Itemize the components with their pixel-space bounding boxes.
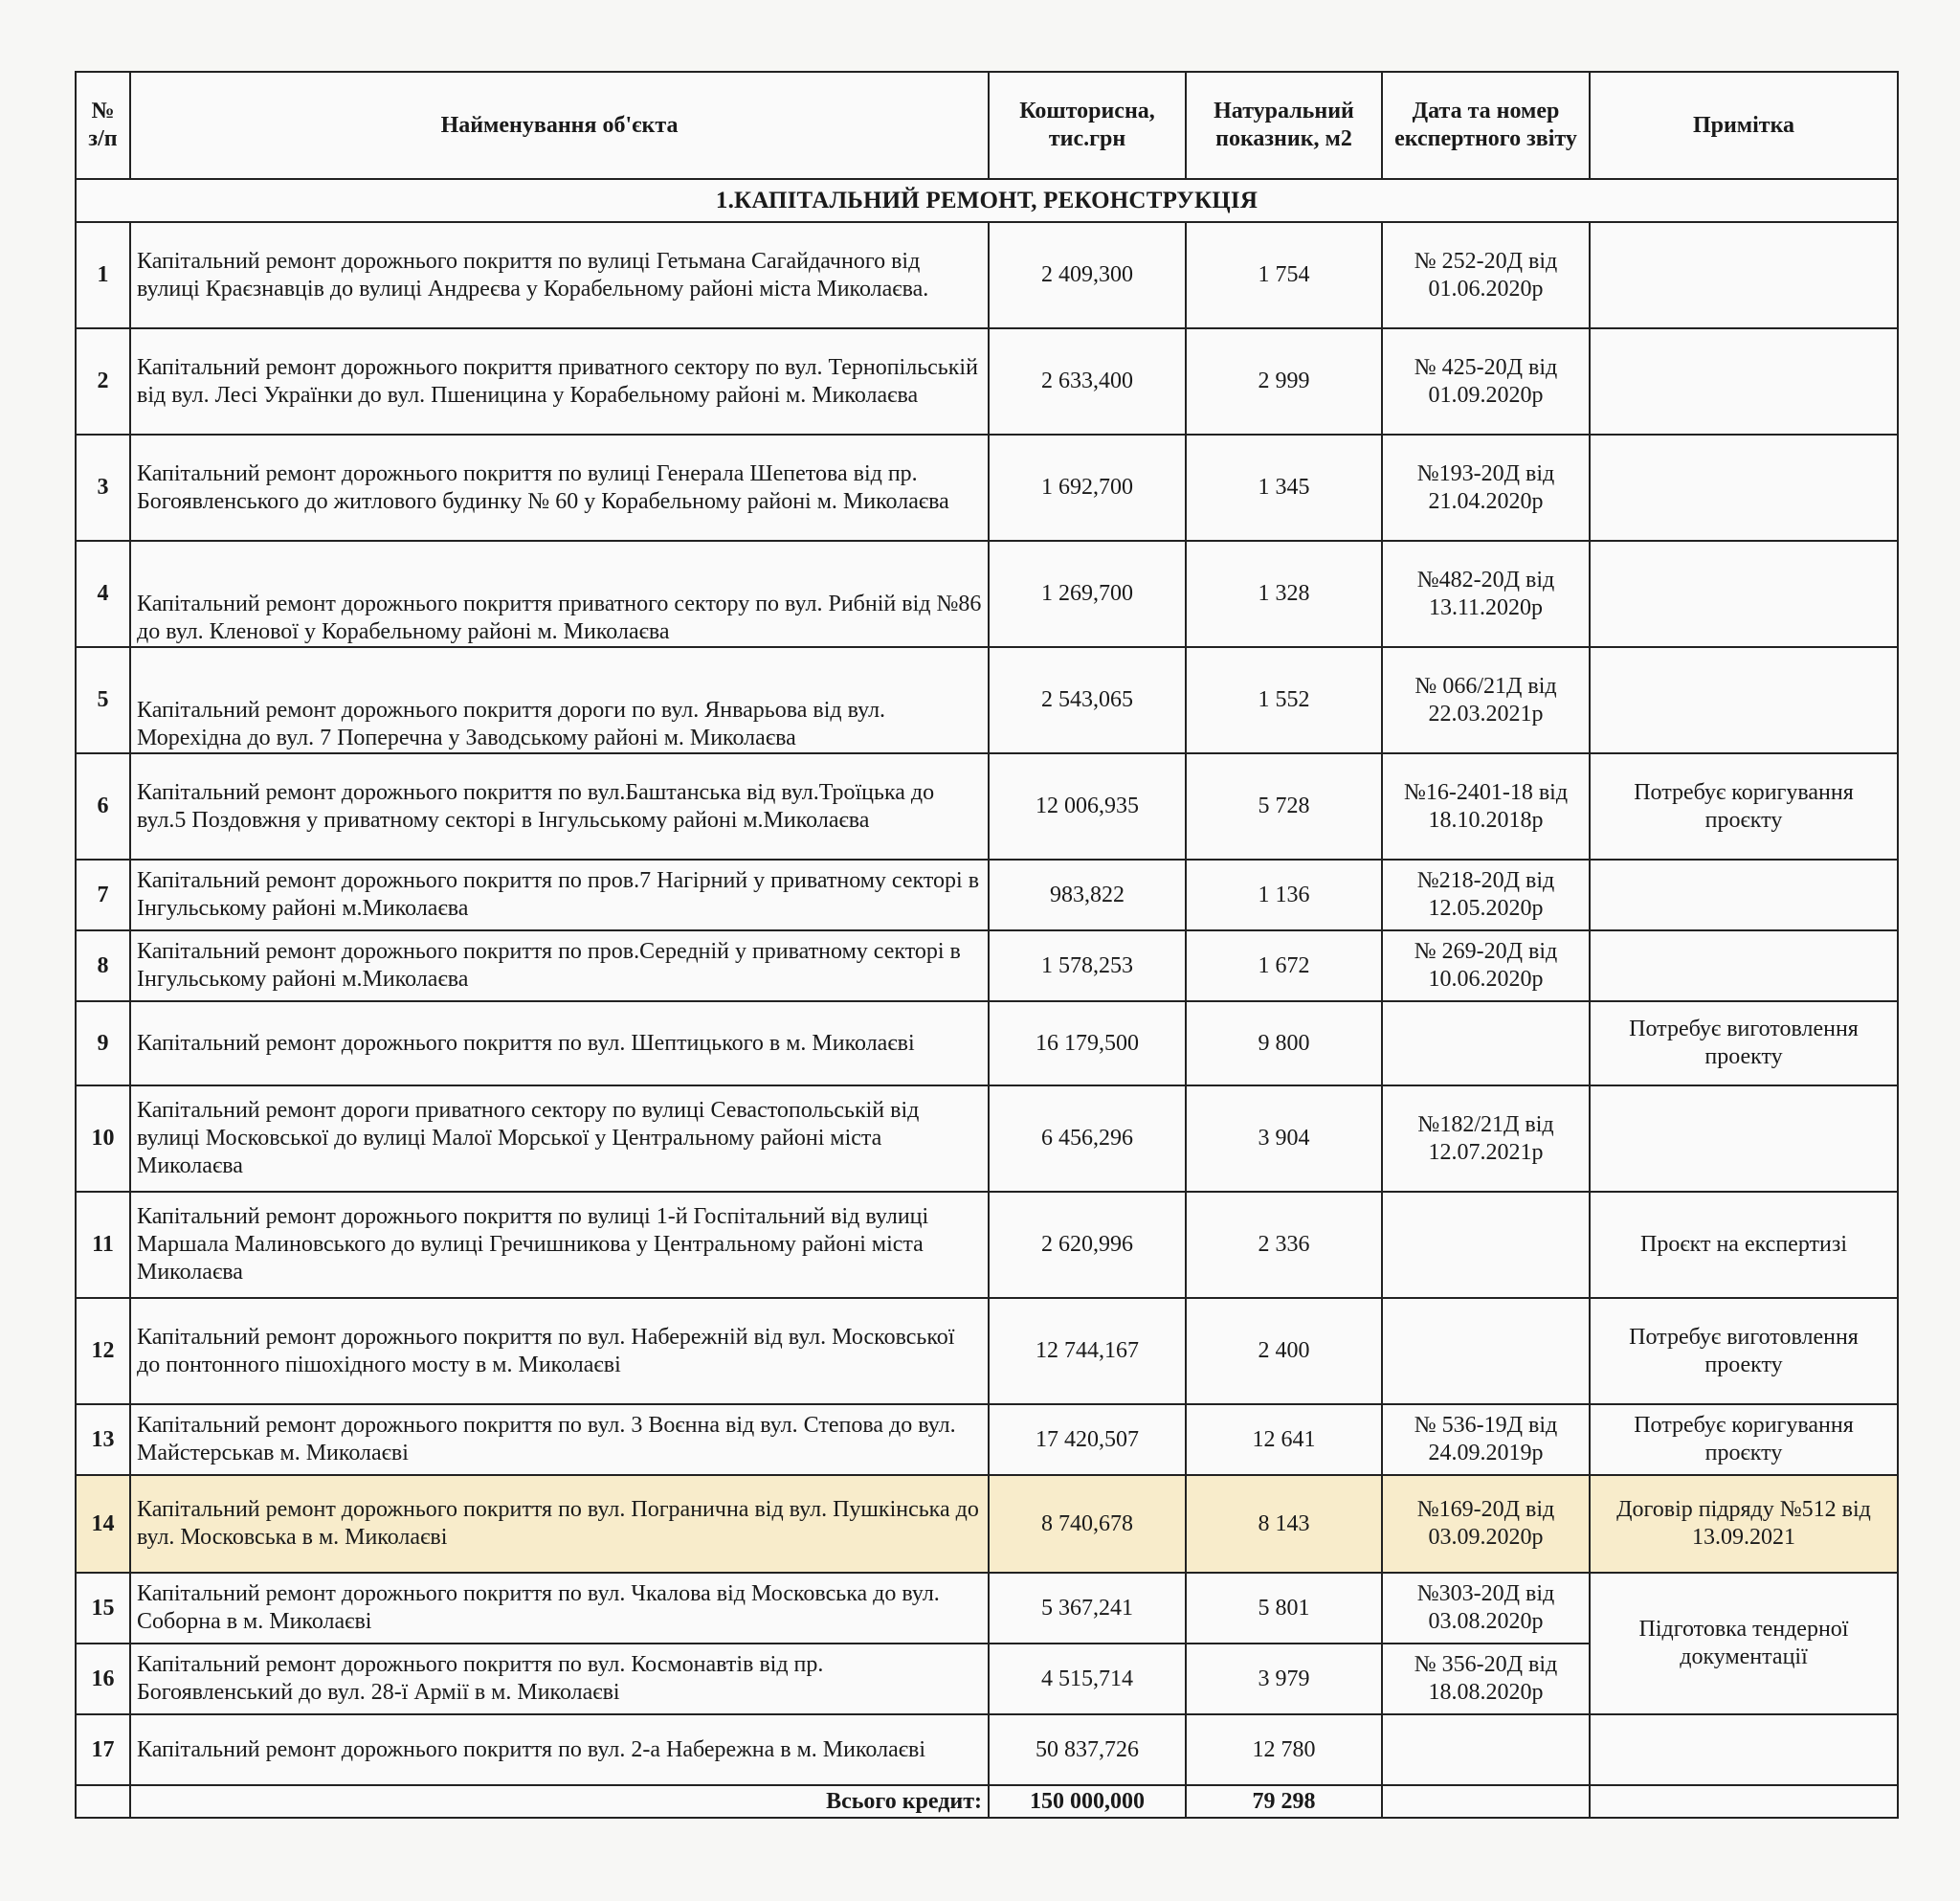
table-row xyxy=(76,1475,1898,1573)
row-expert-report: №16-2401-18 від 18.10.2018р xyxy=(1382,753,1590,860)
row-cost: 1 578,253 xyxy=(989,930,1186,1001)
row-natural-indicator: 5 728 xyxy=(1186,753,1382,860)
row-cost: 983,822 xyxy=(989,860,1186,930)
row-object-name: Капітальний ремонт дорожнього покриття по вул. Шептицького в м. Миколаєві xyxy=(130,1001,989,1085)
row-note xyxy=(1590,435,1898,541)
row-natural-indicator: 1 552 xyxy=(1186,647,1382,753)
row-expert-report xyxy=(1382,1714,1590,1785)
total-row xyxy=(76,1785,1898,1818)
table-row xyxy=(76,1573,1898,1644)
row-note xyxy=(1590,1714,1898,1785)
row-cost: 12 006,935 xyxy=(989,753,1186,860)
row-expert-report: №169-20Д від 03.09.2020р xyxy=(1382,1475,1590,1573)
header-name: Найменування об'єкта xyxy=(130,72,989,179)
row-cost: 1 269,700 xyxy=(989,541,1186,647)
row-natural-indicator: 12 780 xyxy=(1186,1714,1382,1785)
header-num: № з/п xyxy=(76,72,130,179)
row-natural-indicator: 2 400 xyxy=(1186,1298,1382,1404)
header-note: Примітка xyxy=(1590,72,1898,179)
row-object-name: Капітальний ремонт дорожнього покриття приватного сектору по вул. Рибній від №86 до вул. Кленової у Корабельному районі м. Миколаєва xyxy=(130,541,989,647)
row-expert-report: №218-20Д від 12.05.2020р xyxy=(1382,860,1590,930)
total-empty-expert xyxy=(1382,1785,1590,1818)
row-natural-indicator: 2 999 xyxy=(1186,328,1382,435)
row-natural-indicator: 2 336 xyxy=(1186,1192,1382,1298)
row-object-name: Капітальний ремонт дорожнього покриття дороги по вул. Январьова від вул. Морехідна до вул. 7 Поперечна у Заводському районі м. Миколаєва xyxy=(130,647,989,753)
row-cost: 17 420,507 xyxy=(989,1404,1186,1475)
row-number: 13 xyxy=(76,1404,130,1475)
row-cost: 6 456,296 xyxy=(989,1085,1186,1192)
table-row xyxy=(76,1714,1898,1785)
row-object-name: Капітальний ремонт дорожнього покриття по вулиці 1-й Госпітальний від вулиці Маршала Малиновського до вулиці Гречишникова у Центральному районі міста Миколаєва xyxy=(130,1192,989,1298)
total-label: Всього кредит: xyxy=(130,1785,989,1818)
row-natural-indicator: 1 672 xyxy=(1186,930,1382,1001)
table-row xyxy=(76,541,1898,647)
row-natural-indicator: 1 328 xyxy=(1186,541,1382,647)
row-number: 10 xyxy=(76,1085,130,1192)
row-note xyxy=(1590,930,1898,1001)
row-object-name: Капітальний ремонт дорожнього покриття по вул.Баштанська від вул.Троїцька до вул.5 Поздовжня у приватному секторі в Інгульському районі м.Миколаєва xyxy=(130,753,989,860)
row-number: 17 xyxy=(76,1714,130,1785)
row-note xyxy=(1590,222,1898,328)
row-expert-report: № 269-20Д від 10.06.2020р xyxy=(1382,930,1590,1001)
row-expert-report: № 425-20Д від 01.09.2020р xyxy=(1382,328,1590,435)
table-row xyxy=(76,1298,1898,1404)
table-row xyxy=(76,328,1898,435)
row-expert-report: № 252-20Д від 01.06.2020р xyxy=(1382,222,1590,328)
row-number: 6 xyxy=(76,753,130,860)
row-cost: 5 367,241 xyxy=(989,1573,1186,1644)
row-object-name: Капітальний ремонт дороги приватного сектору по вулиці Севастопольській від вулиці Московської до вулиці Малої Морської у Центральному районі міста Миколаєва xyxy=(130,1085,989,1192)
total-empty-num xyxy=(76,1785,130,1818)
row-cost: 2 620,996 xyxy=(989,1192,1186,1298)
total-cost: 150 000,000 xyxy=(989,1785,1186,1818)
row-natural-indicator: 1 345 xyxy=(1186,435,1382,541)
row-number: 3 xyxy=(76,435,130,541)
row-cost: 50 837,726 xyxy=(989,1714,1186,1785)
row-natural-indicator: 1 136 xyxy=(1186,860,1382,930)
row-cost: 2 633,400 xyxy=(989,328,1186,435)
row-object-name: Капітальний ремонт дорожнього покриття по пров.Середній у приватному секторі в Інгульському районі м.Миколаєва xyxy=(130,930,989,1001)
row-expert-report: №193-20Д від 21.04.2020р xyxy=(1382,435,1590,541)
row-note: Потребує коригування проєкту xyxy=(1590,1404,1898,1475)
table-row xyxy=(76,1192,1898,1298)
table-row xyxy=(76,1404,1898,1475)
row-note: Потребує виготовлення проекту xyxy=(1590,1001,1898,1085)
section-title: 1.КАПІТАЛЬНИЙ РЕМОНТ, РЕКОНСТРУКЦІЯ xyxy=(76,179,1898,222)
row-number: 11 xyxy=(76,1192,130,1298)
row-number: 9 xyxy=(76,1001,130,1085)
table-row xyxy=(76,1085,1898,1192)
row-note: Потребує коригування проєкту xyxy=(1590,753,1898,860)
table-row xyxy=(76,647,1898,753)
row-cost: 4 515,714 xyxy=(989,1644,1186,1714)
row-object-name: Капітальний ремонт дорожнього покриття по вул. Набережній від вул. Московської до понтонного пішохідного мосту в м. Миколаєві xyxy=(130,1298,989,1404)
row-number: 14 xyxy=(76,1475,130,1573)
row-note xyxy=(1590,1085,1898,1192)
row-natural-indicator: 1 754 xyxy=(1186,222,1382,328)
row-expert-report xyxy=(1382,1001,1590,1085)
table-row xyxy=(76,435,1898,541)
row-expert-report: № 536-19Д від 24.09.2019р xyxy=(1382,1404,1590,1475)
row-expert-report xyxy=(1382,1298,1590,1404)
row-natural-indicator: 3 979 xyxy=(1186,1644,1382,1714)
row-natural-indicator: 9 800 xyxy=(1186,1001,1382,1085)
row-expert-report: № 066/21Д від 22.03.2021р xyxy=(1382,647,1590,753)
row-object-name: Капітальний ремонт дорожнього покриття по вул. Погранична від вул. Пушкінська до вул. Московська в м. Миколаєві xyxy=(130,1475,989,1573)
row-object-name: Капітальний ремонт дорожнього покриття по вул. 2-а Набережна в м. Миколаєві xyxy=(130,1714,989,1785)
header-natural: Натуральний показник, м2 xyxy=(1186,72,1382,179)
row-natural-indicator: 5 801 xyxy=(1186,1573,1382,1644)
row-cost: 8 740,678 xyxy=(989,1475,1186,1573)
objects-table xyxy=(75,71,1899,1819)
row-expert-report: №482-20Д від 13.11.2020р xyxy=(1382,541,1590,647)
row-cost: 2 409,300 xyxy=(989,222,1186,328)
row-cost: 1 692,700 xyxy=(989,435,1186,541)
header-cost: Кошторисна, тис.грн xyxy=(989,72,1186,179)
table-row xyxy=(76,1001,1898,1085)
row-object-name: Капітальний ремонт дорожнього покриття по вул. Космонавтів від пр. Богоявленський до вул. 28-ї Армії в м. Миколаєві xyxy=(130,1644,989,1714)
row-object-name: Капітальний ремонт дорожнього покриття приватного сектору по вул. Тернопільській від вул. Лесі Українки до вул. Пшеницина у Корабельному районі м. Миколаєва xyxy=(130,328,989,435)
row-cost: 2 543,065 xyxy=(989,647,1186,753)
row-expert-report: № 356-20Д від 18.08.2020р xyxy=(1382,1644,1590,1714)
row-note xyxy=(1590,328,1898,435)
total-empty-note xyxy=(1590,1785,1898,1818)
row-object-name: Капітальний ремонт дорожнього покриття по пров.7 Нагірний у приватному секторі в Інгульському районі м.Миколаєва xyxy=(130,860,989,930)
row-number: 1 xyxy=(76,222,130,328)
row-expert-report: №303-20Д від 03.08.2020р xyxy=(1382,1573,1590,1644)
row-number: 15 xyxy=(76,1573,130,1644)
row-object-name: Капітальний ремонт дорожнього покриття по вул. 3 Воєнна від вул. Степова до вул. Майстерськав м. Миколаєві xyxy=(130,1404,989,1475)
row-note: Підготовка тендерної документації xyxy=(1590,1573,1898,1714)
row-object-name: Капітальний ремонт дорожнього покриття по вулиці Гетьмана Сагайдачного від вулиці Краєзнавців до вулиці Андреєва у Корабельному районі міста Миколаєва. xyxy=(130,222,989,328)
row-note xyxy=(1590,647,1898,753)
row-number: 8 xyxy=(76,930,130,1001)
table-row xyxy=(76,930,1898,1001)
table-row xyxy=(76,753,1898,860)
row-expert-report xyxy=(1382,1192,1590,1298)
table-body xyxy=(76,179,1898,1818)
table-row xyxy=(76,860,1898,930)
row-number: 12 xyxy=(76,1298,130,1404)
row-natural-indicator: 8 143 xyxy=(1186,1475,1382,1573)
row-note xyxy=(1590,860,1898,930)
row-note: Договір підряду №512 від 13.09.2021 xyxy=(1590,1475,1898,1573)
row-number: 5 xyxy=(76,647,130,753)
row-cost: 12 744,167 xyxy=(989,1298,1186,1404)
row-natural-indicator: 12 641 xyxy=(1186,1404,1382,1475)
total-natural: 79 298 xyxy=(1186,1785,1382,1818)
row-number: 2 xyxy=(76,328,130,435)
table-row xyxy=(76,222,1898,328)
row-note xyxy=(1590,541,1898,647)
row-note: Проєкт на експертизі xyxy=(1590,1192,1898,1298)
header-expert-report: Дата та номер експертного звіту xyxy=(1382,72,1590,179)
row-cost: 16 179,500 xyxy=(989,1001,1186,1085)
table-header xyxy=(76,72,1898,179)
row-natural-indicator: 3 904 xyxy=(1186,1085,1382,1192)
row-object-name: Капітальний ремонт дорожнього покриття по вулиці Генерала Шепетова від пр. Богоявленського до житлового будинку № 60 у Корабельному районі м. Миколаєва xyxy=(130,435,989,541)
row-number: 4 xyxy=(76,541,130,647)
row-note: Потребує виготовлення проекту xyxy=(1590,1298,1898,1404)
row-expert-report: №182/21Д від 12.07.2021р xyxy=(1382,1085,1590,1192)
row-number: 16 xyxy=(76,1644,130,1714)
row-object-name: Капітальний ремонт дорожнього покриття по вул. Чкалова від Московська до вул. Соборна в м. Миколаєві xyxy=(130,1573,989,1644)
document-sheet xyxy=(75,71,1899,1819)
row-number: 7 xyxy=(76,860,130,930)
